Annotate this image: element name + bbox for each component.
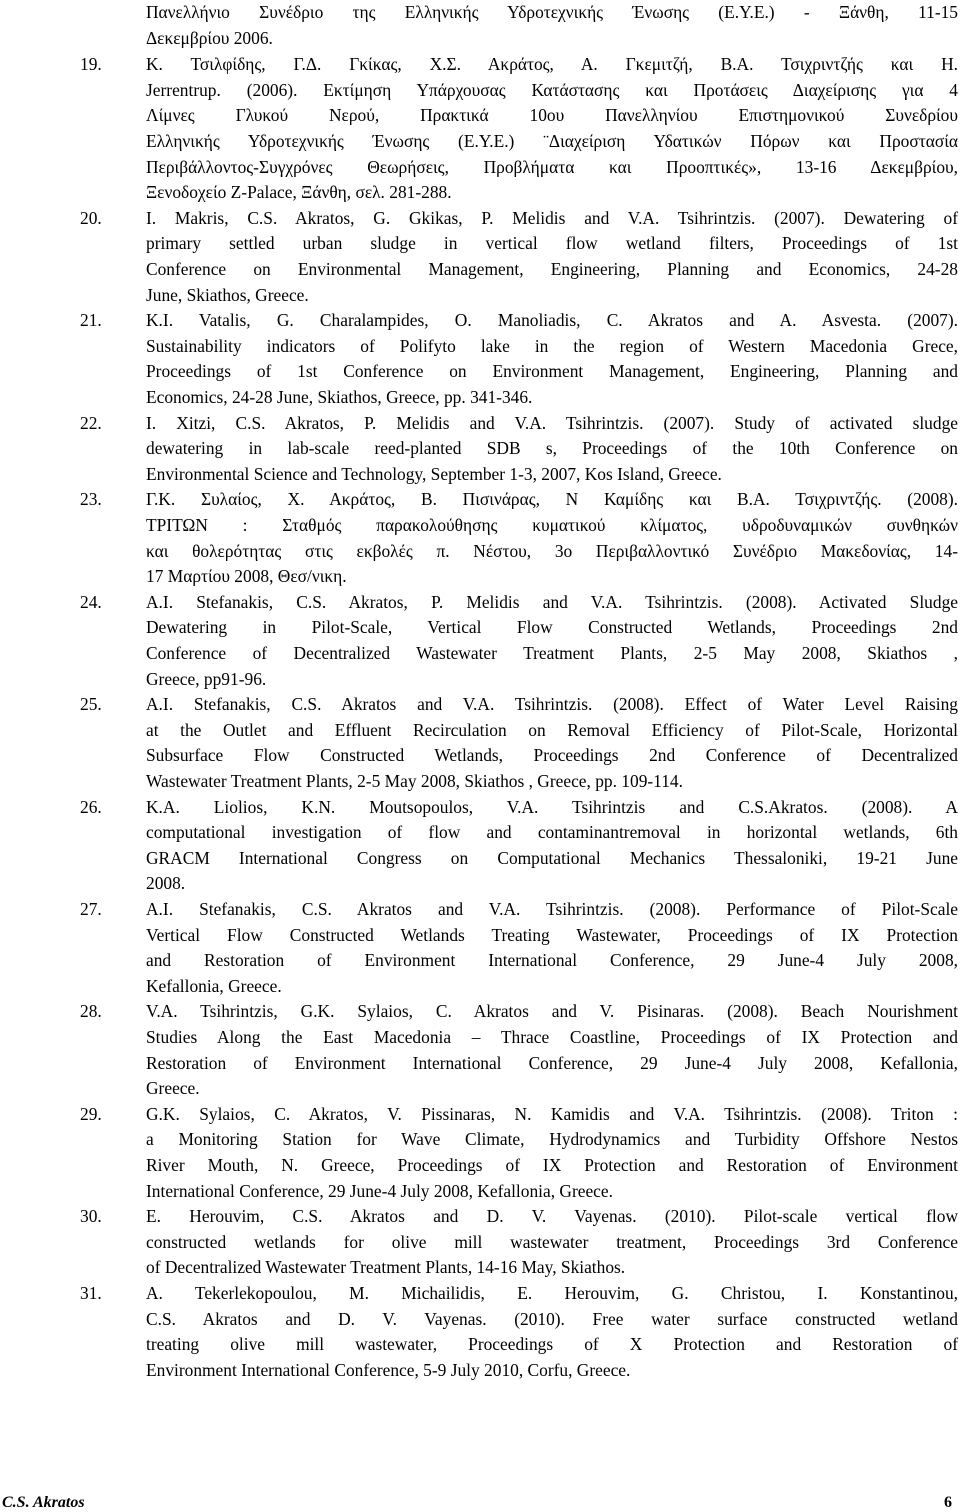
reference-line: Λίμνες Γλυκού Νερού, Πρακτικά 10ου Πανελληνίου Επιστημονικού Συνεδρίου (146, 105, 958, 126)
reference-line: 17 Μαρτίου 2008, Θεσ/νικη. (146, 566, 347, 587)
reference-line: Environment International Conference, 5-9 July 2010, Corfu, Greece. (146, 1359, 631, 1380)
reference-line: A.I. Stefanakis, C.S. Akratos and V.A. Tsihrintzis. (2008). Performance of Pilot-Scale (146, 899, 958, 919)
reference-line: a Monitoring Station for Wave Climate, Hydrodynamics and Turbidity Offshore Nestos (146, 1129, 958, 1150)
reference-line: Jerrentrup. (2006). Εκτίμηση Υπάρχουσας Κατάστασης και Προτάσεις Διαχείρισης για 4 (146, 79, 958, 100)
reference-line: Proceedings of 1st Conference on Environment Management, Engineering, Planning and (146, 361, 958, 382)
reference-line: Πανελλήνιο Συνέδριο της Ελληνικής Υδροτεχνικής Ένωσης (Ε.Υ.Ε.) - Ξάνθη, 11-15 (146, 2, 958, 22)
reference-line: International Conference, 29 June-4 July 2008, Kefallonia, Greece. (146, 1180, 613, 1201)
reference-line: Greece. (146, 1078, 200, 1099)
reference-line: Subsurface Flow Constructed Wetlands, Proceedings 2nd Conference of Decentralized (146, 745, 958, 766)
reference-line: και θολερότητας στις εκβολές π. Νέστου, 3ο Περιβαλλοντικό Συνέδριο Μακεδονίας, 14- (146, 540, 958, 561)
reference-line: River Mouth, N. Greece, Proceedings of IX Protection and Restoration of Environment (146, 1155, 958, 1175)
reference-line: I. Makris, C.S. Akratos, G. Gkikas, P. Melidis and V.A. Tsihrintzis. (2007). Dewatering of (146, 207, 958, 228)
reference-number: 27. (80, 899, 102, 919)
reference-line: Studies Along the East Macedonia – Thrace Coastline, Proceedings of IX Protection and (146, 1027, 958, 1047)
reference-line: K.I. Vatalis, G. Charalampides, O. Manoliadis, C. Akratos and A. Asvesta. (2007). (146, 310, 958, 331)
reference-line: Περιβάλλοντος-Συγχρόνες Θεωρήσεις, Προβλήματα και Προοπτικές», 13-16 Δεκεμβρίου, (146, 156, 958, 177)
reference-number: 21. (80, 310, 102, 331)
reference-line: ΤΡΙΤΩΝ : Σταθμός παρακολούθησης κυματικού κλίματος, υδροδυναμικών συνθηκών (146, 515, 958, 535)
reference-number: 22. (80, 412, 102, 433)
reference-line: A.I. Stefanakis, C.S. Akratos and V.A. Tsihrintzis. (2008). Effect of Water Level Raising (146, 694, 958, 715)
reference-number: 26. (80, 796, 102, 817)
reference-line: Vertical Flow Constructed Wetlands Treating Wastewater, Proceedings of IX Protection (146, 924, 958, 945)
reference-line: Conference on Environmental Management, Engineering, Planning and Economics, 24-28 (146, 259, 958, 279)
reference-line: A.I. Stefanakis, C.S. Akratos, P. Melidis and V.A. Tsihrintzis. (2008). Activated Sludge (146, 591, 958, 612)
reference-line: primary settled urban sludge in vertical flow wetland filters, Proceedings of 1st (146, 233, 958, 254)
reference-number: 30. (80, 1206, 102, 1227)
reference-line: treating olive mill wastewater, Proceedings of X Protection and Restoration of (146, 1334, 958, 1355)
reference-line: C.S. Akratos and D. V. Vayenas. (2010). Free water surface constructed wetland (146, 1308, 958, 1329)
reference-line: Restoration of Environment International Conference, 29 June-4 July 2008, Kefallonia, (146, 1052, 958, 1073)
reference-line: Ξενοδοχείο Z-Palace, Ξάνθη, σελ. 281-288. (146, 182, 452, 203)
reference-line: Dewatering in Pilot-Scale, Vertical Flow Constructed Wetlands, Proceedings 2nd (146, 617, 958, 638)
reference-line: Sustainability indicators of Polifyto lake in the region of Western Macedonia Grece, (146, 335, 958, 356)
reference-line: Greece, pp91-96. (146, 668, 267, 689)
reference-line: Economics, 24-28 June, Skiathos, Greece, pp. 341-346. (146, 387, 533, 407)
reference-number: 23. (80, 489, 102, 510)
reference-line: at the Outlet and Effluent Recirculation on Removal Efficiency of Pilot-Scale, Horizontal (146, 719, 958, 740)
reference-line: G.K. Sylaios, C. Akratos, V. Pissinaras, N. Kamidis and V.A. Tsihrintzis. (2008). Triton : (146, 1103, 958, 1124)
reference-line: computational investigation of flow and contaminantremoval in horizontal wetlands, 6th (146, 822, 958, 843)
reference-line: 2008. (146, 873, 186, 894)
reference-line: Ελληνικής Υδροτεχνικής Ένωσης (Ε.Υ.Ε.) ¨Διαχείριση Υδατικών Πόρων και Προστασία (146, 131, 958, 151)
reference-line: K.A. Liolios, K.N. Moutsopoulos, V.A. Tsihrintzis and C.S.Akratos. (2008). A (146, 796, 958, 817)
reference-line: Δεκεμβρίου 2006. (146, 27, 273, 48)
reference-number: 24. (80, 591, 102, 612)
footer-page-number: 6 (944, 1494, 952, 1511)
reference-number: 28. (80, 1001, 102, 1022)
reference-number: 31. (80, 1283, 102, 1303)
reference-line: E. Herouvim, C.S. Akratos and D. V. Vayenas. (2010). Pilot-scale vertical flow (146, 1206, 958, 1227)
reference-line: A. Tekerlekopoulou, M. Michailidis, E. Herouvim, G. Christou, I. Konstantinou, (146, 1283, 958, 1303)
reference-line: Environmental Science and Technology, September 1-3, 2007, Kos Island, Greece. (146, 463, 722, 484)
reference-line: Γ.Κ. Συλαίος, Χ. Ακράτος, Β. Πισινάρας, Ν Καμίδης και Β.Α. Τσιχριντζής. (2008). (146, 489, 958, 510)
reference-line: Conference of Decentralized Wastewater Treatment Plants, 2-5 May 2008, Skiathos , (146, 643, 958, 663)
reference-line: constructed wetlands for olive mill wastewater treatment, Proceedings 3rd Conference (146, 1231, 958, 1252)
reference-line: and Restoration of Environment International Conference, 29 June-4 July 2008, (146, 950, 958, 971)
reference-number: 29. (80, 1103, 102, 1124)
reference-line: V.A. Tsihrintzis, G.K. Sylaios, C. Akratos and V. Pisinaras. (2008). Beach Nourishment (146, 1001, 958, 1022)
reference-line: Wastewater Treatment Plants, 2-5 May 2008, Skiathos , Greece, pp. 109-114. (146, 771, 683, 791)
reference-number: 25. (80, 694, 102, 715)
reference-number: 20. (80, 207, 102, 228)
reference-line: Kefallonia, Greece. (146, 975, 282, 996)
reference-line: June, Skiathos, Greece. (146, 284, 309, 305)
reference-line: dewatering in lab-scale reed-planted SDB s, Proceedings of the 10th Conference on (146, 438, 958, 459)
reference-number: 19. (80, 54, 102, 75)
reference-line: Κ. Τσιλφίδης, Γ.Δ. Γκίκας, Χ.Σ. Ακράτος, Α. Γκεμιτζή, Β.Α. Τσιχριντζής και Η. (146, 54, 958, 75)
reference-line: I. Xitzi, C.S. Akratos, P. Melidis and V.A. Tsihrintzis. (2007). Study of activated sludge (146, 412, 958, 433)
footer-author: C.S. Akratos (2, 1494, 85, 1511)
reference-line: of Decentralized Wastewater Treatment Plants, 14-16 May, Skiathos. (146, 1257, 626, 1278)
reference-line: GRACM International Congress on Computational Mechanics Thessaloniki, 19-21 June (146, 847, 958, 868)
